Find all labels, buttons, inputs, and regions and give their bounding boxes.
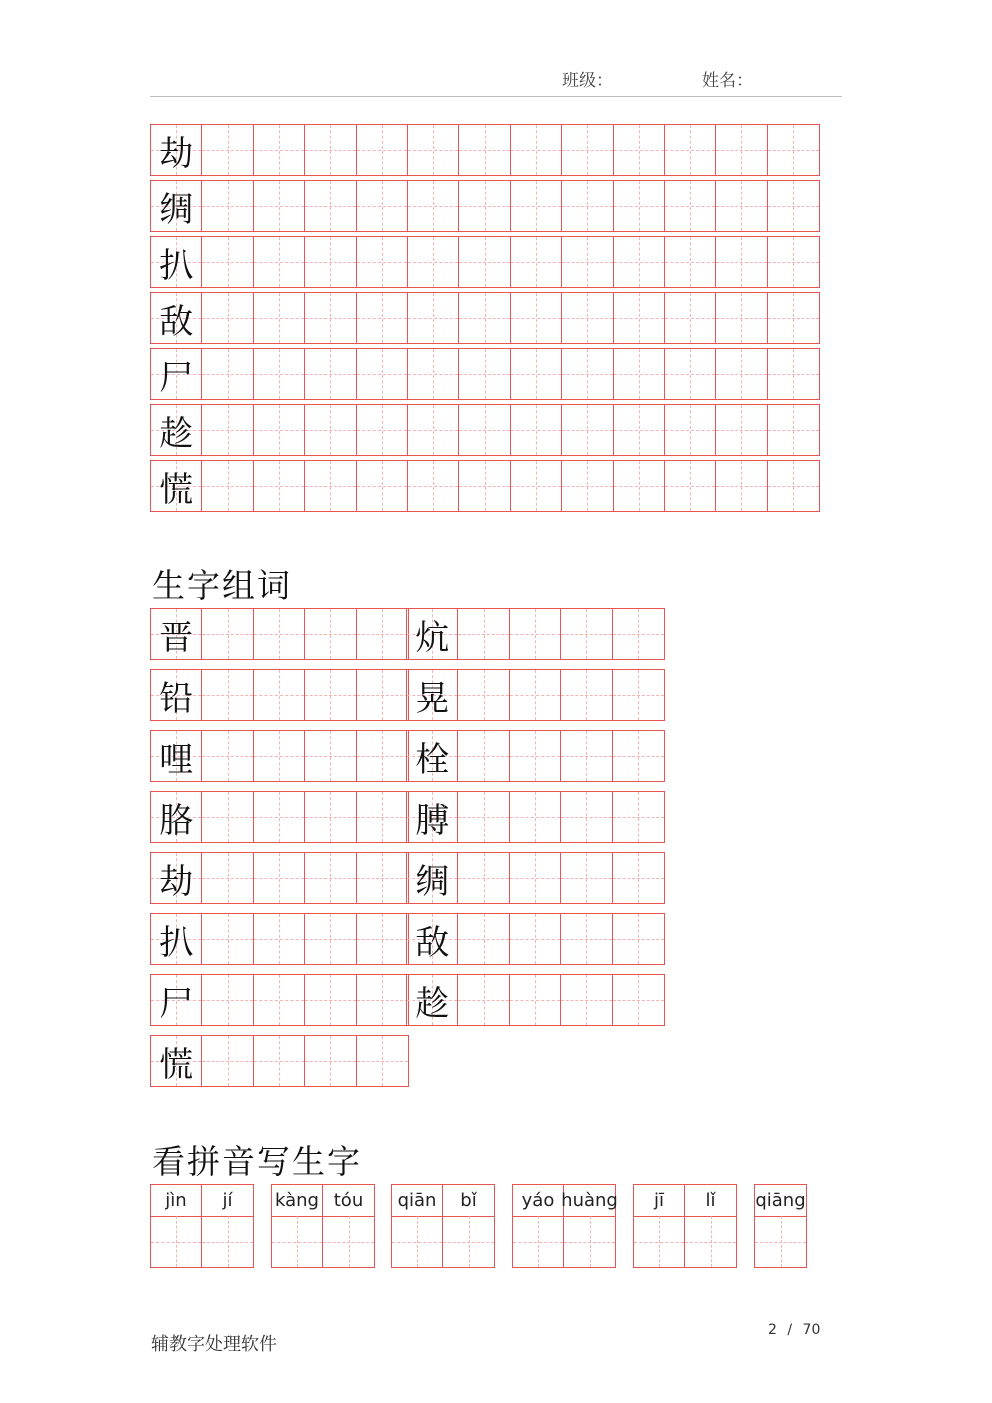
model-char-cell (407, 792, 458, 842)
writing-cell[interactable] (202, 237, 253, 287)
model-character: 尸 (159, 983, 194, 1024)
pinyin-label: bǐ (443, 1185, 494, 1217)
writing-cell[interactable] (202, 975, 253, 1025)
writing-cell[interactable] (254, 853, 305, 903)
writing-cell[interactable] (511, 405, 562, 455)
model-char-cell (151, 125, 202, 175)
writing-cell[interactable] (202, 405, 253, 455)
writing-cell[interactable] (305, 461, 356, 511)
model-character: 慌 (159, 469, 194, 510)
word-row-left (150, 791, 409, 843)
writing-cell[interactable] (613, 914, 664, 964)
writing-cell[interactable] (408, 349, 459, 399)
writing-cell[interactable] (202, 731, 253, 781)
section-title-pinyin: 看拼音写生字 (152, 1142, 362, 1181)
pinyin-label: qiāng (755, 1185, 806, 1217)
practice-row (150, 124, 820, 176)
model-character: 慌 (159, 1044, 194, 1085)
writing-cell[interactable] (254, 349, 305, 399)
model-character: 栓 (415, 739, 450, 780)
model-character: 趁 (415, 983, 450, 1024)
writing-cell[interactable] (768, 237, 819, 287)
writing-cell[interactable] (665, 461, 716, 511)
word-row-left (150, 852, 409, 904)
writing-cell[interactable] (614, 181, 665, 231)
writing-cell[interactable] (716, 349, 767, 399)
writing-cell[interactable] (716, 181, 767, 231)
writing-cell[interactable] (613, 731, 664, 781)
writing-cell[interactable] (202, 914, 253, 964)
writing-cell[interactable] (562, 293, 613, 343)
writing-cell[interactable] (357, 349, 408, 399)
writing-cell[interactable] (305, 975, 356, 1025)
writing-cell[interactable] (665, 181, 716, 231)
writing-cell[interactable] (408, 293, 459, 343)
pinyin-label: jí (202, 1185, 253, 1217)
pinyin-column (561, 1185, 618, 1267)
model-character: 铅 (159, 678, 194, 719)
writing-cell[interactable] (561, 975, 612, 1025)
model-char-cell (151, 1036, 202, 1086)
pinyin-box (633, 1184, 737, 1268)
practice-row (150, 404, 820, 456)
writing-cell[interactable] (511, 125, 562, 175)
writing-cell[interactable] (458, 975, 509, 1025)
word-row-left (150, 974, 409, 1026)
writing-cell[interactable] (768, 293, 819, 343)
model-character: 绸 (415, 861, 450, 902)
writing-cell[interactable] (613, 792, 664, 842)
writing-cell[interactable] (562, 405, 613, 455)
model-character: 尸 (159, 357, 194, 398)
pinyin-box (512, 1184, 616, 1268)
model-char-cell (151, 349, 202, 399)
model-char-cell (151, 670, 202, 720)
pinyin-column (513, 1185, 564, 1267)
writing-cell[interactable] (357, 461, 408, 511)
writing-cell[interactable] (202, 1036, 253, 1086)
writing-cell[interactable] (768, 181, 819, 231)
writing-cell[interactable] (458, 670, 509, 720)
writing-cell[interactable] (614, 125, 665, 175)
writing-cell[interactable] (254, 975, 305, 1025)
practice-row (150, 348, 820, 400)
writing-cell[interactable] (305, 609, 356, 659)
writing-cell[interactable] (768, 405, 819, 455)
writing-cell[interactable] (511, 293, 562, 343)
writing-cell[interactable] (357, 914, 408, 964)
writing-cell[interactable] (510, 975, 561, 1025)
class-label: 班级： (562, 71, 613, 91)
writing-cell[interactable] (408, 125, 459, 175)
model-character: 趁 (159, 413, 194, 454)
writing-cell[interactable] (202, 349, 253, 399)
writing-cell[interactable] (305, 405, 356, 455)
word-row-right (406, 669, 665, 721)
writing-cell[interactable] (665, 349, 716, 399)
writing-cell[interactable] (305, 125, 356, 175)
model-char-cell (407, 853, 458, 903)
word-row-right (406, 791, 665, 843)
writing-cell[interactable] (665, 125, 716, 175)
word-row-right (406, 974, 665, 1026)
writing-cell[interactable] (459, 349, 510, 399)
writing-cell[interactable] (202, 181, 253, 231)
model-char-cell (151, 792, 202, 842)
writing-cell[interactable] (716, 293, 767, 343)
model-char-cell (151, 237, 202, 287)
writing-cell[interactable] (254, 461, 305, 511)
writing-cell[interactable] (202, 125, 253, 175)
model-char-cell (151, 975, 202, 1025)
practice-row (150, 180, 820, 232)
model-char-cell (407, 731, 458, 781)
writing-cell[interactable] (510, 853, 561, 903)
writing-cell[interactable] (357, 181, 408, 231)
pinyin-writing-cell[interactable] (443, 1216, 494, 1267)
writing-cell[interactable] (614, 293, 665, 343)
writing-cell[interactable] (357, 975, 408, 1025)
writing-cell[interactable] (357, 125, 408, 175)
pinyin-column (755, 1185, 806, 1267)
writing-cell[interactable] (458, 853, 509, 903)
pinyin-writing-cell[interactable] (564, 1216, 615, 1267)
writing-cell[interactable] (305, 670, 356, 720)
pinyin-writing-cell[interactable] (392, 1216, 442, 1267)
model-char-cell (151, 609, 202, 659)
pinyin-label: qiān (392, 1185, 442, 1217)
writing-cell[interactable] (561, 731, 612, 781)
writing-cell[interactable] (562, 181, 613, 231)
word-row-left (150, 669, 409, 721)
pinyin-column (392, 1185, 443, 1267)
writing-cell[interactable] (511, 181, 562, 231)
writing-cell[interactable] (305, 914, 356, 964)
writing-cell[interactable] (613, 670, 664, 720)
pinyin-column (685, 1185, 736, 1267)
writing-cell[interactable] (562, 461, 613, 511)
name-label: 姓名： (702, 71, 753, 91)
pinyin-label: jìn (151, 1185, 201, 1217)
section-title-word-building: 生字组词 (152, 566, 292, 605)
pinyin-box (754, 1184, 807, 1268)
pinyin-label: jī (634, 1185, 684, 1217)
pinyin-label: lǐ (685, 1185, 736, 1217)
writing-cell[interactable] (357, 853, 408, 903)
writing-cell[interactable] (357, 792, 408, 842)
model-character: 炕 (415, 617, 450, 658)
model-char-cell (151, 181, 202, 231)
writing-cell[interactable] (511, 237, 562, 287)
model-character: 扒 (159, 922, 194, 963)
writing-cell[interactable] (202, 853, 253, 903)
writing-cell[interactable] (510, 609, 561, 659)
model-character: 绸 (159, 189, 194, 230)
model-character: 膊 (415, 800, 450, 841)
writing-cell[interactable] (254, 237, 305, 287)
writing-cell[interactable] (357, 731, 408, 781)
word-row-left (150, 608, 409, 660)
pinyin-column (634, 1185, 685, 1267)
writing-cell[interactable] (665, 237, 716, 287)
model-character: 劫 (159, 133, 194, 174)
model-char-cell (407, 914, 458, 964)
writing-cell[interactable] (665, 405, 716, 455)
writing-cell[interactable] (202, 461, 253, 511)
writing-cell[interactable] (716, 237, 767, 287)
model-character: 晃 (415, 678, 450, 719)
model-character: 胳 (159, 800, 194, 841)
word-row-right (406, 852, 665, 904)
model-character: 劫 (159, 861, 194, 902)
word-row-right (406, 730, 665, 782)
writing-cell[interactable] (408, 405, 459, 455)
model-char-cell (151, 914, 202, 964)
writing-cell[interactable] (305, 181, 356, 231)
writing-cell[interactable] (613, 609, 664, 659)
writing-cell[interactable] (613, 975, 664, 1025)
writing-cell[interactable] (408, 461, 459, 511)
writing-cell[interactable] (254, 125, 305, 175)
writing-cell[interactable] (305, 1036, 356, 1086)
practice-row (150, 236, 820, 288)
writing-cell[interactable] (510, 914, 561, 964)
writing-cell[interactable] (614, 237, 665, 287)
writing-cell[interactable] (716, 461, 767, 511)
model-char-cell (407, 975, 458, 1025)
writing-cell[interactable] (768, 461, 819, 511)
pinyin-writing-cell[interactable] (202, 1216, 253, 1267)
header-bar (150, 66, 842, 97)
page-current: 2 (768, 1322, 777, 1338)
writing-cell[interactable] (254, 293, 305, 343)
word-row-right (406, 913, 665, 965)
practice-row (150, 460, 820, 512)
writing-cell[interactable] (254, 670, 305, 720)
pinyin-box (150, 1184, 254, 1268)
pinyin-box (271, 1184, 375, 1268)
writing-cell[interactable] (458, 914, 509, 964)
writing-cell[interactable] (305, 792, 356, 842)
model-character: 敌 (415, 922, 450, 963)
writing-cell[interactable] (562, 237, 613, 287)
pinyin-writing-cell[interactable] (634, 1216, 684, 1267)
writing-cell[interactable] (202, 293, 253, 343)
writing-cell[interactable] (510, 731, 561, 781)
pinyin-column (443, 1185, 494, 1267)
writing-cell[interactable] (614, 461, 665, 511)
writing-cell[interactable] (254, 792, 305, 842)
writing-cell[interactable] (458, 731, 509, 781)
pinyin-label: yáo (513, 1185, 563, 1217)
writing-cell[interactable] (614, 405, 665, 455)
writing-cell[interactable] (511, 349, 562, 399)
writing-cell[interactable] (459, 237, 510, 287)
pinyin-writing-cell[interactable] (272, 1216, 322, 1267)
word-row-left (150, 730, 409, 782)
model-char-cell (151, 731, 202, 781)
writing-cell[interactable] (305, 293, 356, 343)
writing-cell[interactable] (357, 670, 408, 720)
pinyin-label: huàng (564, 1185, 615, 1217)
writing-cell[interactable] (305, 237, 356, 287)
page-separator: / (787, 1322, 793, 1338)
writing-cell[interactable] (459, 181, 510, 231)
writing-cell[interactable] (561, 914, 612, 964)
model-char-cell (151, 293, 202, 343)
writing-cell[interactable] (459, 405, 510, 455)
writing-cell[interactable] (561, 853, 612, 903)
model-char-cell (151, 405, 202, 455)
model-char-cell (151, 853, 202, 903)
model-character: 晋 (159, 617, 194, 658)
pinyin-writing-cell[interactable] (323, 1216, 374, 1267)
writing-cell[interactable] (665, 293, 716, 343)
writing-cell[interactable] (305, 853, 356, 903)
writing-cell[interactable] (458, 609, 509, 659)
writing-cell[interactable] (613, 853, 664, 903)
writing-cell[interactable] (357, 609, 408, 659)
model-character: 扒 (159, 245, 194, 286)
writing-cell[interactable] (716, 405, 767, 455)
writing-cell[interactable] (459, 461, 510, 511)
writing-cell[interactable] (357, 405, 408, 455)
writing-cell[interactable] (254, 609, 305, 659)
pinyin-writing-cell[interactable] (513, 1216, 563, 1267)
page-total: 70 (802, 1322, 821, 1338)
model-char-cell (407, 609, 458, 659)
writing-cell[interactable] (254, 1036, 305, 1086)
writing-cell[interactable] (768, 125, 819, 175)
pinyin-column (272, 1185, 323, 1267)
pinyin-writing-cell[interactable] (755, 1216, 806, 1267)
writing-cell[interactable] (357, 293, 408, 343)
writing-cell[interactable] (510, 670, 561, 720)
writing-cell[interactable] (254, 731, 305, 781)
writing-cell[interactable] (561, 609, 612, 659)
writing-cell[interactable] (716, 125, 767, 175)
writing-cell[interactable] (459, 125, 510, 175)
writing-cell[interactable] (202, 792, 253, 842)
writing-cell[interactable] (357, 237, 408, 287)
word-row-right (406, 608, 665, 660)
writing-cell[interactable] (562, 125, 613, 175)
model-char-cell (151, 461, 202, 511)
writing-cell[interactable] (357, 1036, 408, 1086)
practice-row (150, 292, 820, 344)
writing-cell[interactable] (408, 237, 459, 287)
writing-cell[interactable] (305, 731, 356, 781)
model-character: 敌 (159, 301, 194, 342)
pinyin-label: tóu (323, 1185, 374, 1217)
page-number (768, 1322, 820, 1338)
writing-cell[interactable] (254, 181, 305, 231)
writing-cell[interactable] (254, 405, 305, 455)
writing-cell[interactable] (408, 181, 459, 231)
writing-cell[interactable] (510, 792, 561, 842)
writing-cell[interactable] (459, 293, 510, 343)
writing-cell[interactable] (254, 914, 305, 964)
word-row-left (150, 913, 409, 965)
writing-cell[interactable] (202, 609, 253, 659)
writing-cell[interactable] (561, 670, 612, 720)
writing-cell[interactable] (614, 349, 665, 399)
pinyin-writing-cell[interactable] (151, 1216, 201, 1267)
pinyin-writing-cell[interactable] (685, 1216, 736, 1267)
writing-cell[interactable] (305, 349, 356, 399)
pinyin-column (202, 1185, 253, 1267)
writing-cell[interactable] (561, 792, 612, 842)
writing-cell[interactable] (768, 349, 819, 399)
word-row-left (150, 1035, 409, 1087)
writing-cell[interactable] (458, 792, 509, 842)
model-char-cell (407, 670, 458, 720)
model-character: 哩 (159, 739, 194, 780)
pinyin-box (391, 1184, 495, 1268)
pinyin-label: kàng (272, 1185, 322, 1217)
writing-cell[interactable] (511, 461, 562, 511)
pinyin-column (323, 1185, 374, 1267)
pinyin-column (151, 1185, 202, 1267)
writing-cell[interactable] (562, 349, 613, 399)
footer-software-name: 辅教字处理软件 (151, 1334, 277, 1355)
writing-cell[interactable] (202, 670, 253, 720)
